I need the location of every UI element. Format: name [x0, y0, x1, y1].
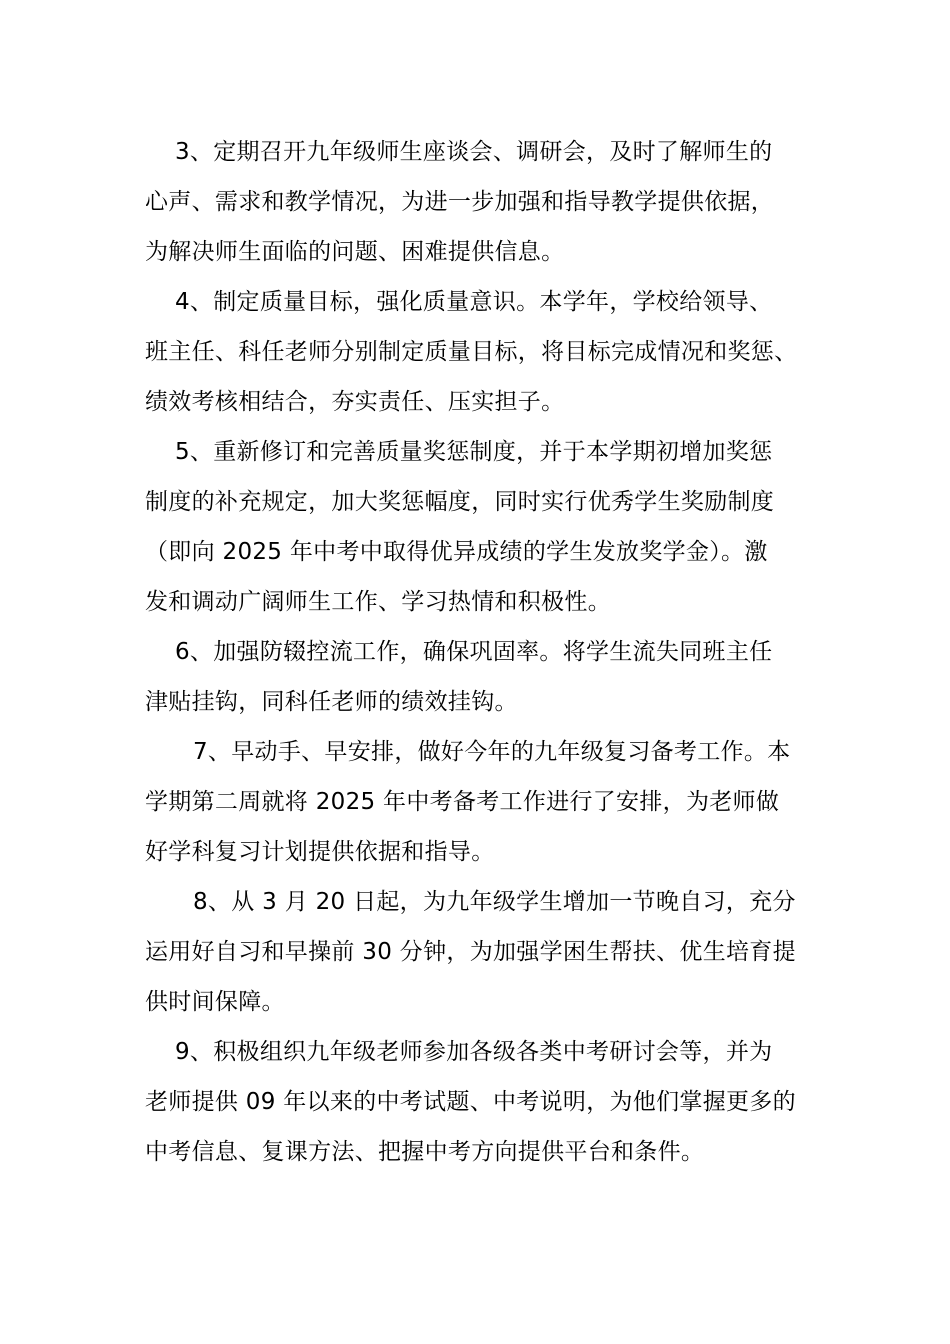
- text-line: 6、加强防辍控流工作，确保巩固率。将学生流失同班主任: [175, 639, 773, 665]
- text-line: 9、积极组织九年级老师参加各级各类中考研讨会等，并为: [175, 1039, 773, 1065]
- text-line: 中考信息、复课方法、把握中考方向提供平台和条件。: [145, 1139, 705, 1165]
- paragraph-item-4: [145, 277, 810, 427]
- text-line: 制度的补充规定，加大奖惩幅度，同时实行优秀学生奖励制度: [145, 489, 775, 515]
- text-line: 供时间保障。: [145, 989, 285, 1015]
- paragraph-item-5: [145, 427, 810, 627]
- paragraph-item-3: [145, 127, 810, 277]
- text-line: 班主任、科任老师分别制定质量目标，将目标完成情况和奖惩、: [145, 339, 798, 365]
- text-line: 运用好自习和早操前 30 分钟，为加强学困生帮扶、优生培育提: [145, 939, 796, 965]
- text-line: 4、制定质量目标，强化质量意识。本学年，学校给领导、: [175, 289, 773, 315]
- paragraph-item-9: [145, 1027, 810, 1177]
- text-line: 学期第二周就将 2025 年中考备考工作进行了安排，为老师做: [145, 789, 780, 815]
- text-line: 发和调动广阔师生工作、学习热情和积极性。: [145, 589, 611, 615]
- text-line: 绩效考核相结合，夯实责任、压实担子。: [145, 389, 565, 415]
- text-line: 3、定期召开九年级师生座谈会、调研会，及时了解师生的: [175, 139, 773, 165]
- text-line: 7、早动手、早安排，做好今年的九年级复习备考工作。本: [193, 739, 791, 765]
- text-line: 为解决师生面临的问题、困难提供信息。: [145, 239, 565, 265]
- text-line: 5、重新修订和完善质量奖惩制度，并于本学期初增加奖惩: [175, 439, 773, 465]
- text-line: 好学科复习计划提供依据和指导。: [145, 839, 495, 865]
- text-line: （即向 2025 年中考中取得优异成绩的学生发放奖学金）。激: [145, 539, 768, 565]
- paragraph-item-8: [145, 877, 810, 1027]
- paragraph-item-6: [145, 627, 810, 727]
- text-line: 老师提供 09 年以来的中考试题、中考说明，为他们掌握更多的: [145, 1089, 796, 1115]
- text-line: 8、从 3 月 20 日起，为九年级学生增加一节晚自习，充分: [193, 889, 796, 915]
- text-line: 津贴挂钩，同科任老师的绩效挂钩。: [145, 689, 518, 715]
- document-body: [145, 127, 810, 1177]
- text-line: 心声、需求和教学情况，为进一步加强和指导教学提供依据，: [145, 189, 775, 215]
- paragraph-item-7: [145, 727, 810, 877]
